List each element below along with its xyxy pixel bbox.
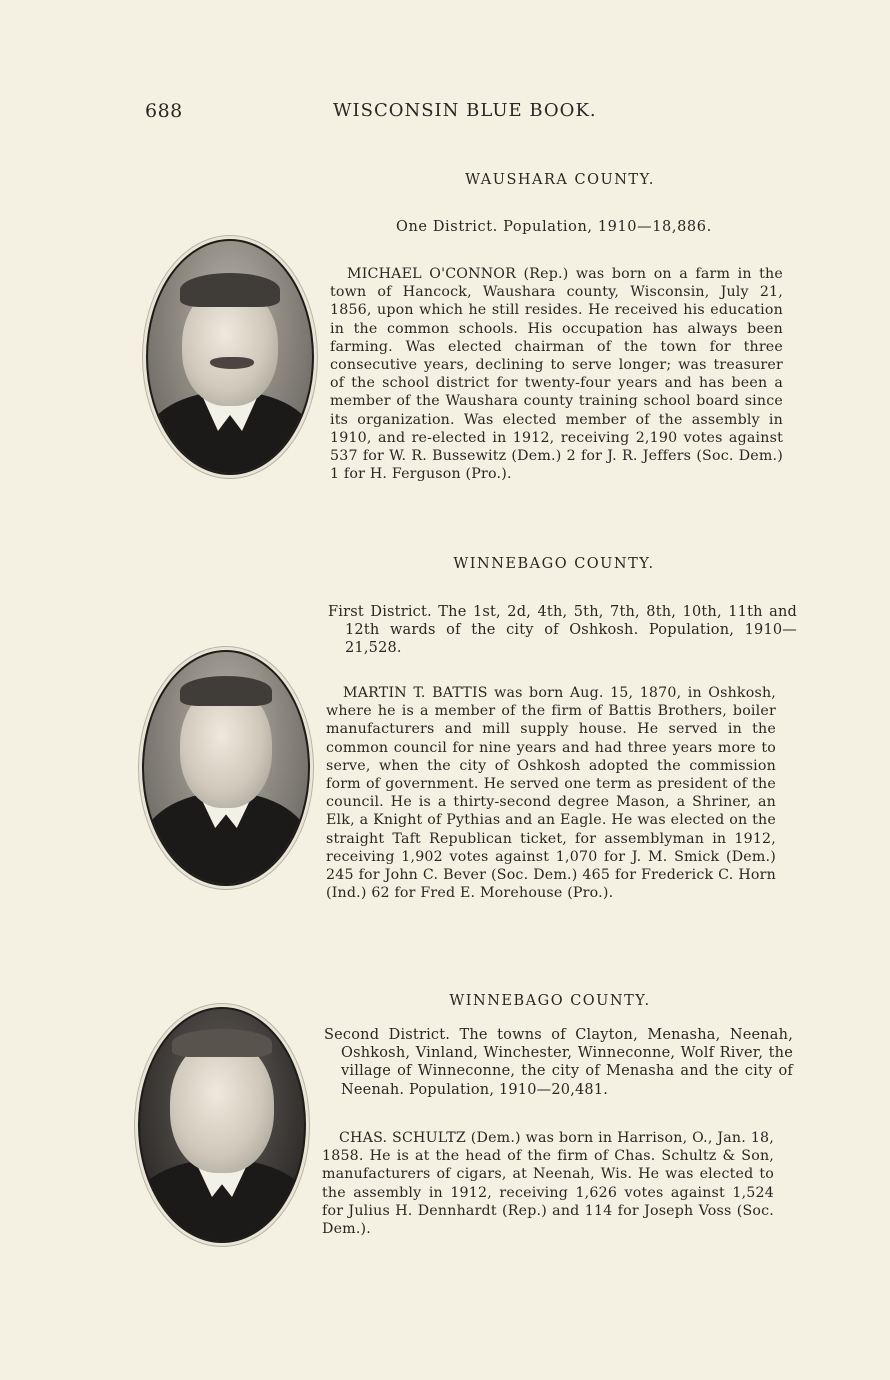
county-heading: WINNEBAGO COUNTY. (453, 556, 655, 572)
biography-text: MICHAEL O'CONNOR (Rep.) was born on a farm in the town of Hancock, Waushara county, Wisconsin, July 21, 1856, upon which he still resides. He received his education in the common schools. His occupation has always been farming. Was elected chairman of the town for three consecutive years, declining to serve longer; was treasurer of the school district for twenty-four years and has been a member of the Waushara county training school board since its organization. Was elected member of the assembly in 1910, and re-elected in 1912, receiving 2,190 votes against 537 for W. R. Bussewitz (Dem.) 2 for J. R. Jeffers (Soc. Dem.) 1 for H. Ferguson (Pro.). (330, 266, 783, 483)
portrait-photo (146, 239, 314, 475)
page-number: 688 (145, 100, 183, 122)
county-heading: WAUSHARA COUNTY. (465, 172, 655, 188)
district-description: First District. The 1st, 2d, 4th, 5th, 7th, 8th, 10th, 11th and 12th wards of the city of Oshkosh. Population, 1910—21,528. (328, 604, 797, 657)
biography-text: CHAS. SCHULTZ (Dem.) was born in Harrison, O., Jan. 18, 1858. He is at the head of the firm of Chas. Schultz & Son, manufacturers of cigars, at Neenah, Wis. He was elected to the assembly in 1912, receiving 1,626 votes against 1,524 for Julius H. Dennhardt (Rep.) and 114 for Joseph Voss (Soc. Dem.). (322, 1130, 774, 1238)
portrait-photo (142, 650, 310, 886)
district-description: Second District. The towns of Clayton, Menasha, Neenah, Oshkosh, Vinland, Winchester, Winneconne, Wolf River, the village of Winneconne, the city of Menasha and the city of Neenah. Population, 1910—20,481. (324, 1027, 793, 1098)
portrait-photo (138, 1007, 306, 1243)
district-description: One District. Population, 1910—18,886. (396, 219, 712, 235)
county-heading: WINNEBAGO COUNTY. (449, 993, 651, 1009)
biography-text: MARTIN T. BATTIS was born Aug. 15, 1870, in Oshkosh, where he is a member of the firm of Battis Brothers, boiler manufacturers and mill supply house. He served in the common council for nine years and had three years more to serve, when the city of Oshkosh adopted the commission form of government. He served one term as president of the council. He is a thirty-second degree Mason, a Shriner, an Elk, a Knight of Pythias and an Eagle. He was elected on the straight Taft Republican ticket, for assemblyman in 1912, receiving 1,902 votes against 1,070 for J. M. Smick (Dem.) 245 for John C. Bever (Soc. Dem.) 465 for Frederick C. Horn (Ind.) 62 for Fred E. Morehouse (Pro.). (326, 685, 776, 902)
book-title: WISCONSIN BLUE BOOK. (333, 100, 597, 121)
